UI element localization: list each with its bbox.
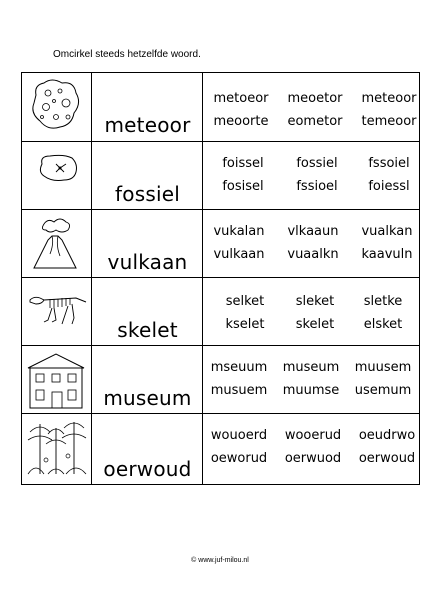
word-option[interactable]: foiessl <box>368 179 410 194</box>
word-option[interactable]: kaavuln <box>361 247 413 262</box>
target-word-cell <box>93 346 203 414</box>
word-option[interactable]: meoetor <box>287 91 343 106</box>
skeleton-icon <box>22 278 92 346</box>
word-option[interactable]: metoeor <box>213 91 269 106</box>
word-option[interactable]: fssoiel <box>368 156 410 171</box>
word-option[interactable]: sleket <box>295 294 335 309</box>
word-option[interactable]: meoorte <box>213 114 269 129</box>
word-option[interactable]: oerwoud <box>358 451 416 466</box>
target-word: meteoor <box>104 113 191 137</box>
word-option[interactable]: fosisel <box>222 179 264 194</box>
word-option[interactable]: vlkaaun <box>287 224 339 239</box>
target-word-cell <box>93 278 203 346</box>
options-cell <box>204 278 419 346</box>
word-option[interactable]: vuaalkn <box>287 247 339 262</box>
picture-cell <box>22 414 92 485</box>
word-option[interactable]: temeoor <box>361 114 417 129</box>
word-option[interactable]: kselet <box>225 317 265 332</box>
word-option[interactable]: fossiel <box>296 156 338 171</box>
word-option[interactable]: muusem <box>354 360 412 375</box>
word-option[interactable]: wouoerd <box>210 428 268 443</box>
target-word: skelet <box>117 318 178 342</box>
word-option[interactable]: museum <box>282 360 340 375</box>
target-word-cell <box>93 210 203 278</box>
table-row <box>22 413 419 485</box>
picture-cell <box>22 278 92 346</box>
target-word-cell <box>93 414 203 485</box>
volcano-icon <box>22 210 92 278</box>
options-cell <box>204 142 419 210</box>
target-word-cell <box>93 73 203 141</box>
museum-icon <box>22 346 92 414</box>
meteor-icon <box>22 73 92 141</box>
word-option[interactable]: muumse <box>282 383 340 398</box>
word-option[interactable]: vukalan <box>213 224 265 239</box>
word-option[interactable]: usemum <box>354 383 412 398</box>
picture-cell <box>22 346 92 414</box>
table-row <box>22 345 419 414</box>
word-option[interactable]: mseuum <box>210 360 268 375</box>
word-option[interactable]: oeudrwo <box>358 428 416 443</box>
picture-cell <box>22 142 92 210</box>
options-cell <box>204 346 419 414</box>
options-cell <box>204 414 419 485</box>
worksheet-table <box>21 72 420 485</box>
word-option[interactable]: meteoor <box>361 91 417 106</box>
table-row <box>22 141 419 210</box>
word-option[interactable]: eometor <box>287 114 343 129</box>
word-option[interactable]: wooerud <box>284 428 342 443</box>
instruction-text: Omcirkel steeds hetzelfde woord. <box>53 49 201 60</box>
picture-cell <box>22 210 92 278</box>
word-option[interactable]: musuem <box>210 383 268 398</box>
word-option[interactable]: elsket <box>363 317 403 332</box>
word-option[interactable]: selket <box>225 294 265 309</box>
word-option[interactable]: skelet <box>295 317 335 332</box>
word-option[interactable]: sletke <box>363 294 403 309</box>
footer-copyright: © www.juf-milou.nl <box>191 557 249 564</box>
target-word: vulkaan <box>107 250 188 274</box>
options-cell <box>204 73 419 141</box>
word-option[interactable]: foissel <box>222 156 264 171</box>
target-word: museum <box>103 386 192 410</box>
word-option[interactable]: fssioel <box>296 179 338 194</box>
jungle-icon <box>22 414 92 484</box>
options-cell <box>204 210 419 278</box>
word-option[interactable]: oerwuod <box>284 451 342 466</box>
word-option[interactable]: vualkan <box>361 224 413 239</box>
picture-cell <box>22 73 92 141</box>
target-word-cell <box>93 142 203 210</box>
target-word: oerwoud <box>103 457 192 481</box>
table-row <box>22 209 419 278</box>
word-option[interactable]: oeworud <box>210 451 268 466</box>
table-row <box>22 277 419 346</box>
table-row <box>22 73 419 141</box>
target-word: fossiel <box>115 182 180 206</box>
word-option[interactable]: vulkaan <box>213 247 265 262</box>
fossil-icon <box>22 142 92 210</box>
